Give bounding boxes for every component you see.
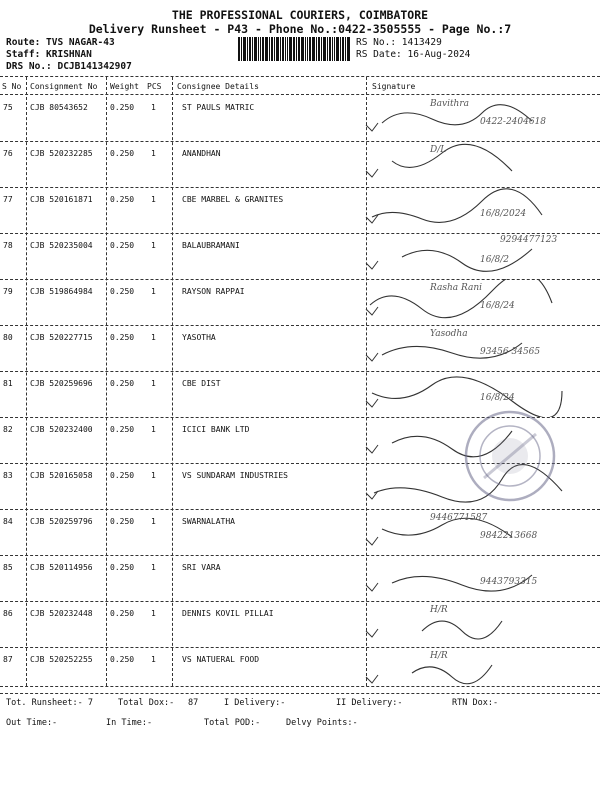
signature-handwriting: Rasha Rani [430,283,483,293]
row-weight: 0.250 [110,425,135,434]
table-bottom-rule [0,686,600,687]
row-consignment-no: CJB 520114956 [30,563,93,572]
row-sno: 82 [3,425,13,434]
signature-note: 16/8/2 [480,255,509,265]
row-consignment-no: CJB 520232285 [30,149,93,158]
row-consignee: VS SUNDARAM INDUSTRIES [182,471,288,480]
signature-note: 16/8/24 [480,301,515,311]
row-weight: 0.250 [110,563,135,572]
row-consignee: RAYSON RAPPAI [182,287,245,296]
row-pcs: 1 [151,425,156,434]
column-header-weight: Weight [110,82,139,91]
table-row [0,187,600,234]
row-consignment-no: CJB 520165058 [30,471,93,480]
row-weight: 0.250 [110,241,135,250]
row-consignment-no: CJB 520227715 [30,333,93,342]
row-consignment-no: CJB 520232448 [30,609,93,618]
in-time-label: In Time:- [106,718,153,728]
table-row [0,601,600,648]
company-title: THE PROFESSIONAL COURIERS, COIMBATORE [171,8,429,22]
total-runsheet: Tot. Runsheet:- 7 [6,698,93,708]
row-pcs: 1 [151,287,156,296]
table-row [0,555,600,602]
signature-note: 16/8/24 [480,393,515,403]
handwritten-signature [362,555,594,601]
rs-date: RS Date: 16-Aug-2024 [356,49,471,60]
table-row [0,233,600,280]
handwritten-signature [362,233,594,279]
row-pcs: 1 [151,195,156,204]
total-dox-label: Total Dox:- [118,698,175,708]
row-pcs: 1 [151,655,156,664]
row-sno: 80 [3,333,13,342]
handwritten-signature [362,601,594,647]
row-weight: 0.250 [110,103,135,112]
signature-note: 16/8/2024 [480,209,527,219]
row-pcs: 1 [151,609,156,618]
total-dox-value: 87 [188,698,199,708]
row-pcs: 1 [151,517,156,526]
i-delivery-label: I Delivery:- [224,698,286,708]
row-consignment-no: CJB 520235004 [30,241,93,250]
row-sno: 75 [3,103,13,112]
signature-handwriting: Bavithra [430,99,470,109]
row-sno: 81 [3,379,13,388]
out-time-label: Out Time:- [6,718,58,728]
row-weight: 0.250 [110,471,135,480]
row-weight: 0.250 [110,379,135,388]
row-consignee: VS NATUERAL FOOD [182,655,260,664]
row-consignee: YASOTHA [182,333,216,342]
row-sno: 78 [3,241,13,250]
row-consignee: SRI VARA [182,563,221,572]
table-row [0,279,600,326]
rs-number: RS No.: 1413429 [356,37,442,48]
row-pcs: 1 [151,379,156,388]
barcode-image [238,37,350,61]
table-row [0,509,600,556]
signature-handwriting: Yasodha [430,329,468,339]
column-header-consignment: Consignment No [30,82,98,91]
signature-note: 0422-2404618 [480,117,547,127]
column-header-sno: S No [2,82,22,91]
signature-note: 9443793315 [480,577,538,587]
handwritten-signature [362,187,594,233]
row-weight: 0.250 [110,655,135,664]
row-pcs: 1 [151,563,156,572]
row-sno: 85 [3,563,13,572]
handwritten-signature [362,95,594,141]
signature-note: 93456 34565 [480,347,541,357]
column-header-consignee: Consignee Details [177,82,259,91]
row-consignee: SWARNALATHA [182,517,235,526]
total-pod-label: Total POD:- [204,718,261,728]
column-header-pcs: PCS [147,82,162,91]
row-consignee: CBE MARBEL & GRANITES [182,195,284,204]
row-sno: 83 [3,471,13,480]
row-sno: 77 [3,195,13,204]
row-sno: 84 [3,517,13,526]
row-consignment-no: CJB 520259696 [30,379,93,388]
handwritten-signature [362,325,594,371]
row-pcs: 1 [151,149,156,158]
row-weight: 0.250 [110,517,135,526]
company-seal-stamp [462,408,558,504]
signature-phone-note: 9294477123 [500,235,558,245]
row-consignment-no: CJB 519864984 [30,287,93,296]
row-consignee: BALAUBRAMANI [182,241,240,250]
delvy-points-label: Delvy Points:- [286,718,358,728]
row-consignee: ICICI BANK LTD [182,425,250,434]
row-pcs: 1 [151,471,156,480]
table-row [0,95,600,142]
row-weight: 0.250 [110,195,135,204]
row-weight: 0.250 [110,287,135,296]
row-consignee: ANANDHAN [182,149,221,158]
row-sno: 86 [3,609,13,618]
row-sno: 87 [3,655,13,664]
route-label: Route: TVS NAGAR-43 [6,37,115,48]
row-sno: 76 [3,149,13,158]
signature-handwriting: D/L [430,145,447,155]
drs-number: DRS No.: DCJB141342907 [6,61,132,72]
signature-handwriting: H/R [430,605,448,615]
handwritten-signature [362,141,594,187]
row-consignment-no: CJB 80543652 [30,103,88,112]
row-pcs: 1 [151,333,156,342]
staff-label: Staff: KRISHNAN [6,49,92,60]
rtn-dox-label: RTN Dox:- [452,698,499,708]
row-consignee: CBE DIST [182,379,221,388]
row-weight: 0.250 [110,609,135,618]
row-weight: 0.250 [110,333,135,342]
row-consignee: DENNIS KOVIL PILLAI [182,609,274,618]
row-consignment-no: CJB 520252255 [30,655,93,664]
column-header-signature: Signature [372,82,416,91]
row-consignment-no: CJB 520161871 [30,195,93,204]
row-pcs: 1 [151,103,156,112]
row-divider [0,693,600,694]
ii-delivery-label: II Delivery:- [336,698,403,708]
row-consignee: ST PAULS MATRIC [182,103,255,112]
runsheet-subtitle: Delivery Runsheet - P43 - Phone No.:0422-3505555 - Page No.:7 [88,22,512,36]
row-pcs: 1 [151,241,156,250]
table-top-rule [0,76,600,77]
signature-handwriting: 9446771587 [430,513,488,523]
signature-note: 9842213668 [480,531,538,541]
row-consignment-no: CJB 520232400 [30,425,93,434]
signature-handwriting: H/R [430,651,448,661]
row-consignment-no: CJB 520259796 [30,517,93,526]
row-weight: 0.250 [110,149,135,158]
row-sno: 79 [3,287,13,296]
table-row [0,325,600,372]
table-row [0,141,600,188]
